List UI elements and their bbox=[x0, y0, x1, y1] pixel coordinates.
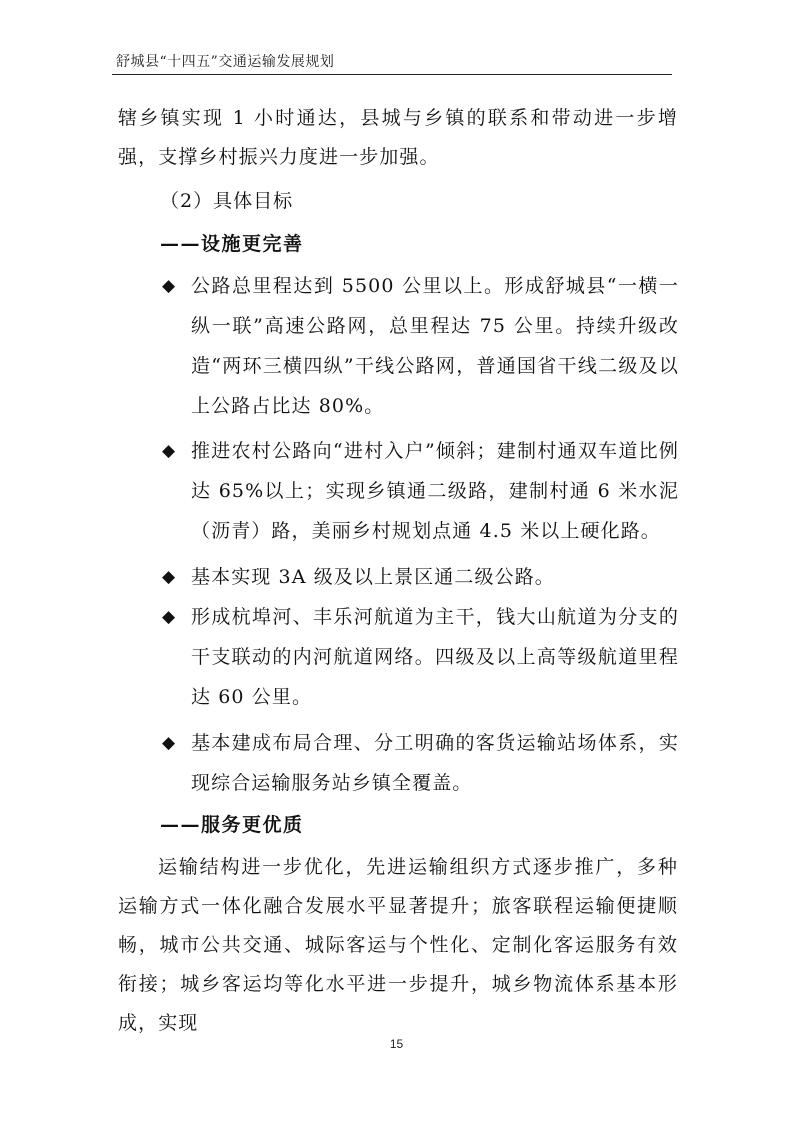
services-paragraph: 运输结构进一步优化，先进运输组织方式逐步推广，多种运输方式一体化融合发展水平显著提升；旅客联程运输便捷顺畅，城市公共交通、城际客运与个性化、定制化客运服务有效衔接；城乡客运均等化水平进一步提升，城乡物流体系基本形成，实现 bbox=[118, 856, 678, 1034]
diamond-bullet-icon: ◆ bbox=[162, 441, 176, 461]
subheading-services: ——服务更优质 bbox=[160, 814, 304, 836]
list-item-text: 基本实现 3A 级及以上景区通二级公路。 bbox=[191, 566, 555, 588]
page-number: 15 bbox=[389, 1037, 404, 1051]
list-item-text: 基本建成布局合理、分工明确的客货运输站场体系，实现综合运输服务站乡镇全覆盖。 bbox=[191, 732, 679, 794]
diamond-bullet-icon: ◆ bbox=[162, 607, 176, 627]
diamond-bullet-icon: ◆ bbox=[162, 276, 176, 296]
section-heading: （2）具体目标 bbox=[160, 190, 294, 212]
list-item-text: 公路总里程达到 5500 公里以上。形成舒城县“一横一纵一联”高速公路网，总里程达 75 公里。持续升级改造“两环三横四纵”干线公路网，普通国省干线二级及以上公路占比达 80%。 bbox=[191, 275, 679, 417]
header-rule bbox=[112, 74, 672, 75]
subheading-facilities: ——设施更完善 bbox=[160, 233, 304, 255]
list-item-text: 形成杭埠河、丰乐河航道为主干，钱大山航道为分支的干支联动的内河航道网络。四级及以上高等级航道里程达 60 公里。 bbox=[191, 606, 679, 708]
running-header: 舒城县“十四五”交通运输发展规划 bbox=[116, 54, 335, 70]
list-item bbox=[162, 723, 682, 803]
list-item bbox=[162, 431, 682, 551]
intro-paragraph: 辖乡镇实现 1 小时通达，县城与乡镇的联系和带动进一步增强，支撑乡村振兴力度进一步加强。 bbox=[118, 107, 678, 168]
list-item-text: 推进农村公路向“进村入户”倾斜；建制村通双车道比例达 65%以上；实现乡镇通二级路，建制村通 6 米水泥（沥青）路，美丽乡村规划点通 4.5 米以上硬化路。 bbox=[191, 440, 679, 542]
diamond-bullet-icon: ◆ bbox=[162, 733, 176, 753]
list-item bbox=[162, 266, 682, 426]
list-item bbox=[162, 557, 682, 597]
list-item bbox=[162, 597, 682, 717]
diamond-bullet-icon: ◆ bbox=[162, 567, 176, 587]
